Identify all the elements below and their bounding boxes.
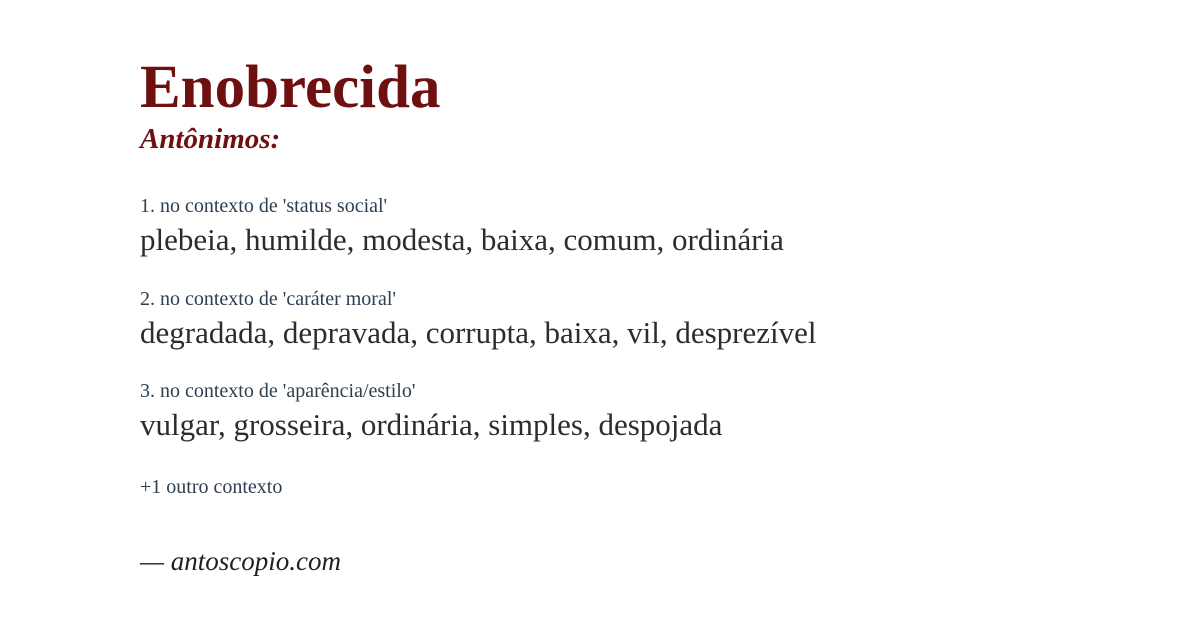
more-contexts-link[interactable]: +1 outro contexto xyxy=(140,475,283,498)
antonym-sections xyxy=(140,194,1140,443)
page-title: Enobrecida xyxy=(140,54,441,121)
context-label: 3. no contexto de 'aparência/estilo' xyxy=(140,380,416,403)
antonym-section-1 xyxy=(140,194,1140,258)
context-label: 2. no contexto de 'caráter moral' xyxy=(140,287,396,310)
context-label: 1. no contexto de 'status social' xyxy=(140,194,388,217)
antonym-list: degradada, depravada, corrupta, baixa, vil, desprezível xyxy=(140,314,817,350)
antonyms-subtitle: Antônimos: xyxy=(140,123,281,156)
site-attribution: — antoscopio.com xyxy=(140,545,341,576)
antonym-list: vulgar, grosseira, ordinária, simples, despojada xyxy=(140,407,723,443)
antonym-section-3 xyxy=(140,379,1140,443)
antonym-section-2 xyxy=(140,287,1140,351)
antonym-list: plebeia, humilde, modesta, baixa, comum, ordinária xyxy=(140,221,784,257)
